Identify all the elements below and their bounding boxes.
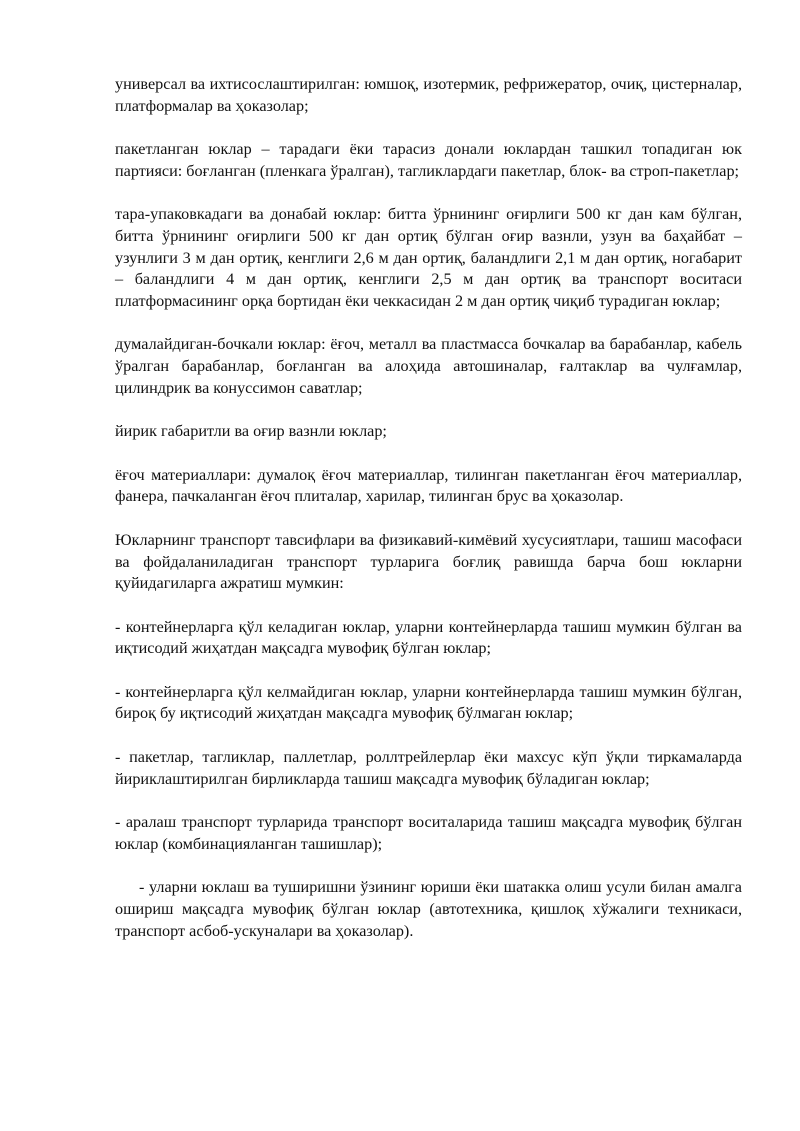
list-item-combined-transport-cargo: - аралаш транспорт турларида транспорт воситаларида ташиш мақсадга мувофиқ бўлган юклар (комбинацияланган ташишлар);: [115, 813, 742, 853]
paragraph-container-types: универсал ва ихтисослаштирилган: юмшоқ, изотермик, рефрижератор, очиқ, цистерналар, платформалар ва ҳоказолар;: [115, 75, 742, 115]
list-item-unitized-cargo: - пакетлар, тагликлар, паллетлар, роллтрейлерлар ёки махсус кўп ўқли тиркамаларда йириклаштирилган бирликларда ташиш мақсадга мувофиқ бўладиган юклар;: [115, 748, 742, 788]
paragraph-tare-packed-cargo: тара-упаковкадаги ва донабай юклар: битта ўрнининг оғирлиги 500 кг дан кам бўлган, битта ўрнининг оғирлиги 500 кг дан ортиқ бўлган оғир вазнли, узун ва баҳайбат – узунлиги 3 м дан ортиқ, кенглиги 2,6 м дан ортиқ, баландлиги 2,1 м дан ортиқ, ногабарит – баландлиги 4 м дан ортиқ, кенглиги 2,5 м дан ортиқ ва транспорт воситаси платформасининг орқа бортидан ёки чеккасидан 2 м дан ортиқ чиқиб турадиган юклар;: [115, 205, 742, 310]
list-item-non-containerizable-cargo: - контейнерларга қўл келмайдиган юклар, уларни контейнерларда ташиш мумкин бўлган, бироқ бу иқтисодий жиҳатдан мақсадга мувофиқ бўлмаган юклар;: [115, 682, 742, 723]
list-item-self-propelled-cargo: - уларни юклаш ва туширишни ўзининг юриши ёки шатакка олиш усули билан амалга ошириш мақсадга мувофиқ бўлган юклар (автотехника, қишлоқ хўжалиги техникаси, транспорт асбоб-ускуналари ва ҳоказолар).: [115, 878, 742, 940]
paragraph-oversized-heavy-cargo: йирик габаритли ва оғир вазнли юклар;: [115, 422, 387, 441]
paragraph-timber-materials: ёғоч материаллари: думалоқ ёғоч материаллар, тилинган пакетланган ёғоч материаллар, фанера, пачкаланган ёғоч плиталар, харилар, тилинган брус ва ҳоказолар.: [115, 465, 742, 506]
list-item-containerizable-cargo: - контейнерларга қўл келадиган юклар, уларни контейнерларда ташиш мумкин бўлган ва иқтисодий жиҳатдан мақсадга мувофиқ бўлган юклар;: [115, 617, 742, 658]
document-page: [115, 74, 742, 964]
paragraph-cargo-classification-intro: Юкларнинг транспорт тавсифлари ва физикавий-кимёвий хусусиятлари, ташиш масофаси ва фойдаланиладиган транспорт турларига боғлиқ равишда барча бош юкларни қуйидагиларга ажратиш мумкин:: [115, 530, 742, 593]
paragraph-packaged-cargo: пакетланган юклар – тарадаги ёки тарасиз донали юклардан ташкил топадиган юк партияси: боғланган (пленкага ўралган), тагликлардаги пакетлар, блок- ва строп-пакетлар;: [115, 140, 742, 180]
paragraph-rolling-barrel-cargo: думалайдиган-бочкали юклар: ёғоч, металл ва пластмасса бочкалар ва барабанлар, кабель ўралган барабанлар, боғланган ва алоҳида автошиналар, ғалтаклар ва чулғамлар, цилиндрик ва конуссимон саватлар;: [115, 335, 742, 397]
